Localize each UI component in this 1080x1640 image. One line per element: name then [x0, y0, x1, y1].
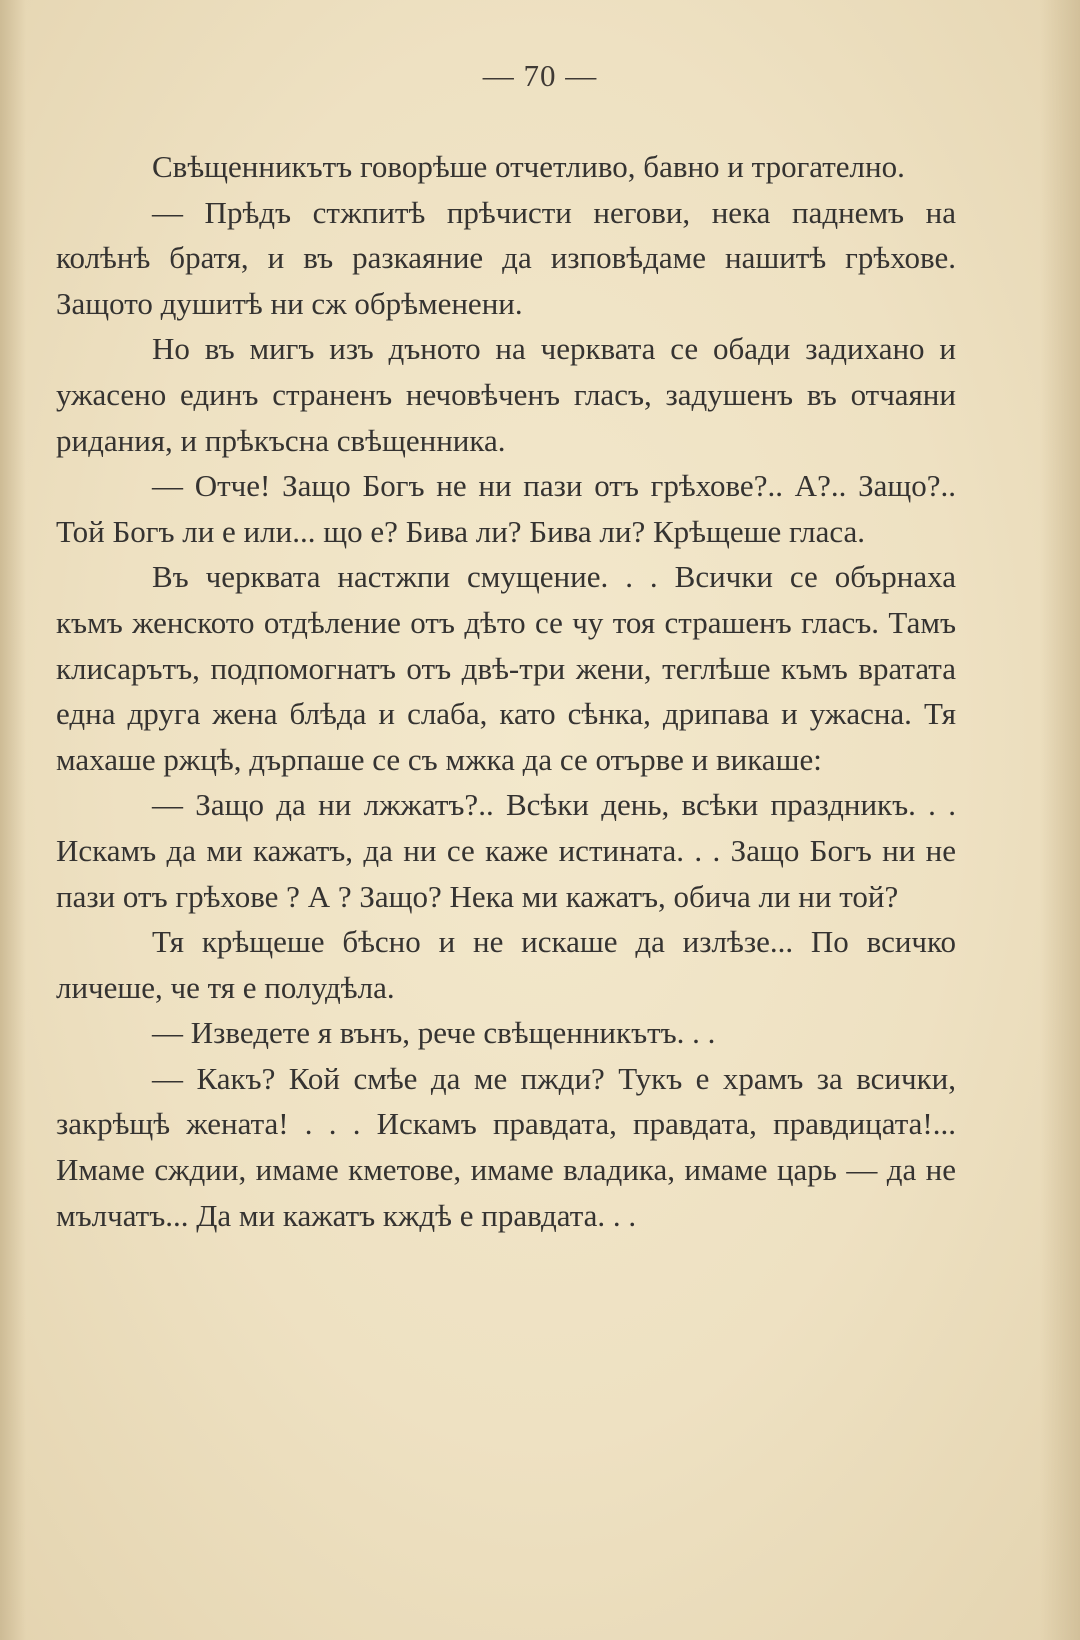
paragraph: Свѣщенникътъ говорѣше отчетливо, бавно и трогателно.: [152, 149, 905, 184]
page-number: — 70 —: [482, 58, 598, 93]
paragraph: — Какъ? Кой смѣе да ме пжди? Тукъ е храмъ за всички, закрѣщѣ жената! . . . Искамъ правдата, правдата, правдицата!... Имаме сждии, имаме кметове, имаме владика, имаме царь — да не мълчатъ... Да ми кажатъ кждѣ е правдата. . .: [56, 1060, 956, 1233]
paragraph: Но въ мигъ изъ дъното на черквата се обади задихано и ужасено единъ страненъ нечовѣченъ гласъ, задушенъ въ отчаяни ридания, и прѣкъсна свѣщенника.: [56, 331, 956, 458]
paragraph: Въ черквата настжпи смущение. . . Всички се обърнаха къмъ женското отдѣление отъ дѣто се чу тоя страшенъ гласъ. Тамъ клисарътъ, подпомогнатъ отъ двѣ-три жени, теглѣше къмъ вратата една друга жена блѣда и слаба, като сѣнка, дрипава и ужасна. Тя махаше ржцѣ, дърпаше се съ мжка да се отърве и викаше:: [56, 559, 956, 777]
paragraph: Тя крѣщеше бѣсно и не искаше да излѣзе... По всичко личеше, че тя е полудѣла.: [56, 924, 956, 1005]
paragraph: — Изведете я вънъ, рече свѣщенникътъ. . .: [152, 1015, 716, 1051]
paragraph: — Защо да ни лжжатъ?.. Всѣки день, всѣки праздникъ. . . Искамъ да ми кажатъ, да ни се каже истината. . . Защо Богъ ни не пази отъ грѣхове ? А ? Защо? Нека ми кажатъ, обича ли ни той?: [56, 787, 956, 914]
body-text: [56, 144, 956, 1238]
paragraph: — Прѣдъ стжпитѣ прѣчисти негови, нека паднемъ на колѣнѣ братя, и въ разкаяние да изповѣдаме нашитѣ грѣхове. Защото душитѣ ни сж обрѣменени.: [56, 194, 956, 321]
paragraph: — Отче! Защо Богъ не ни пази отъ грѣхове?.. А?.. Защо?.. Той Богъ ли е или... що е? Бива ли? Бива ли? Крѣщеше гласа.: [56, 468, 956, 549]
